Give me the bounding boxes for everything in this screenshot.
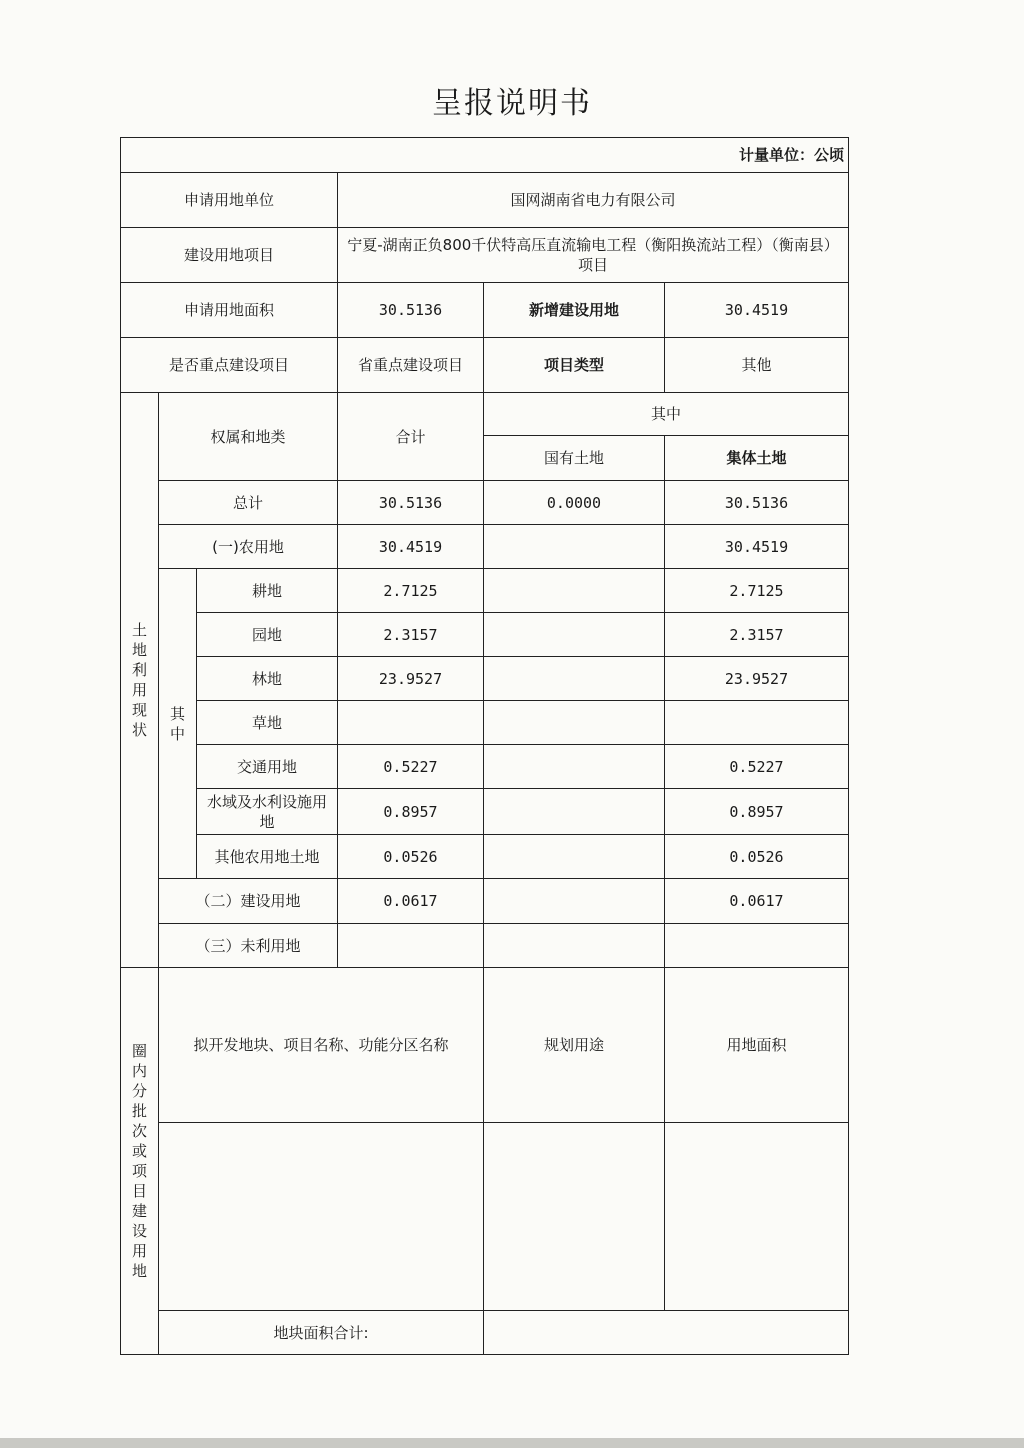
header-total: 合计 [338,393,484,481]
row-state [484,879,665,924]
row-total [338,701,484,745]
area-label: 申请用地面积 [121,283,338,338]
row-state [484,525,665,569]
report-form-table [120,137,849,1355]
row-total: 0.8957 [338,789,484,835]
row-state [484,789,665,835]
table-row [121,924,849,968]
row-total: 0.0526 [338,835,484,879]
row-label: 草地 [197,701,338,745]
table-row [121,613,849,657]
row-label: 林地 [197,657,338,701]
row-total: 30.5136 [338,481,484,525]
row-collective: 0.5227 [665,745,849,789]
key-project-label: 是否重点建设项目 [121,338,338,393]
project-type-label: 项目类型 [484,338,665,393]
row-label: （三）未利用地 [159,924,338,968]
land-area-cell [665,1123,849,1311]
header-plot: 拟开发地块、项目名称、功能分区名称 [159,968,484,1123]
header-planned-use: 规划用途 [484,968,665,1123]
row-total [338,924,484,968]
page-title: 呈报说明书 [432,86,592,121]
row-label: (一)农用地 [159,525,338,569]
row-label: 其他农用地土地 [197,835,338,879]
applicant-value: 国网湖南省电力有限公司 [338,173,849,228]
row-total: 2.3157 [338,613,484,657]
row-label: 耕地 [197,569,338,613]
row-state [484,701,665,745]
row-collective: 2.7125 [665,569,849,613]
table-row [121,789,849,835]
row-collective: 23.9527 [665,657,849,701]
table-row [121,879,849,924]
row-total: 30.4519 [338,525,484,569]
row-state [484,924,665,968]
applicant-label: 申请用地单位 [121,173,338,228]
new-construction-value: 30.4519 [665,283,849,338]
plot-total-value [484,1311,849,1355]
unit-label: 计量单位：公顷 [121,138,849,173]
project-value: 宁夏-湖南正负800千伏特高压直流输电工程（衡阳换流站工程）（衡南县）项目 [338,228,849,283]
batch-section-label: 圈内分批次或项目建设用地 [121,968,159,1355]
table-row [121,657,849,701]
row-label: （二）建设用地 [159,879,338,924]
row-state [484,613,665,657]
land-use-section-label: 土地利用现状 [121,393,159,968]
project-label: 建设用地项目 [121,228,338,283]
row-collective: 2.3157 [665,613,849,657]
row-state [484,657,665,701]
among-label: 其中 [159,569,197,879]
scan-edge [0,1438,1024,1448]
row-total: 2.7125 [338,569,484,613]
header-state-land: 国有土地 [484,436,665,481]
row-collective: 0.0617 [665,879,849,924]
row-collective [665,701,849,745]
header-category: 权属和地类 [159,393,338,481]
row-collective: 0.0526 [665,835,849,879]
row-collective [665,924,849,968]
row-collective: 0.8957 [665,789,849,835]
table-row [121,835,849,879]
key-project-value: 省重点建设项目 [338,338,484,393]
planned-use-cell [484,1123,665,1311]
row-collective: 30.5136 [665,481,849,525]
row-label: 水域及水利设施用地 [197,789,338,835]
area-value: 30.5136 [338,283,484,338]
project-type-value: 其他 [665,338,849,393]
row-total: 23.9527 [338,657,484,701]
row-total: 0.5227 [338,745,484,789]
table-row [121,701,849,745]
new-construction-label: 新增建设用地 [484,283,665,338]
row-state [484,745,665,789]
table-row [121,745,849,789]
table-row [121,525,849,569]
row-total: 0.0617 [338,879,484,924]
row-label: 园地 [197,613,338,657]
row-state: 0.0000 [484,481,665,525]
table-row [121,481,849,525]
row-state [484,569,665,613]
table-row [121,569,849,613]
plot-total-label: 地块面积合计: [159,1311,484,1355]
row-state [484,835,665,879]
header-among: 其中 [484,393,849,436]
row-label: 总计 [159,481,338,525]
header-collective-land: 集体土地 [665,436,849,481]
header-land-area: 用地面积 [665,968,849,1123]
plot-cell [159,1123,484,1311]
row-collective: 30.4519 [665,525,849,569]
row-label: 交通用地 [197,745,338,789]
